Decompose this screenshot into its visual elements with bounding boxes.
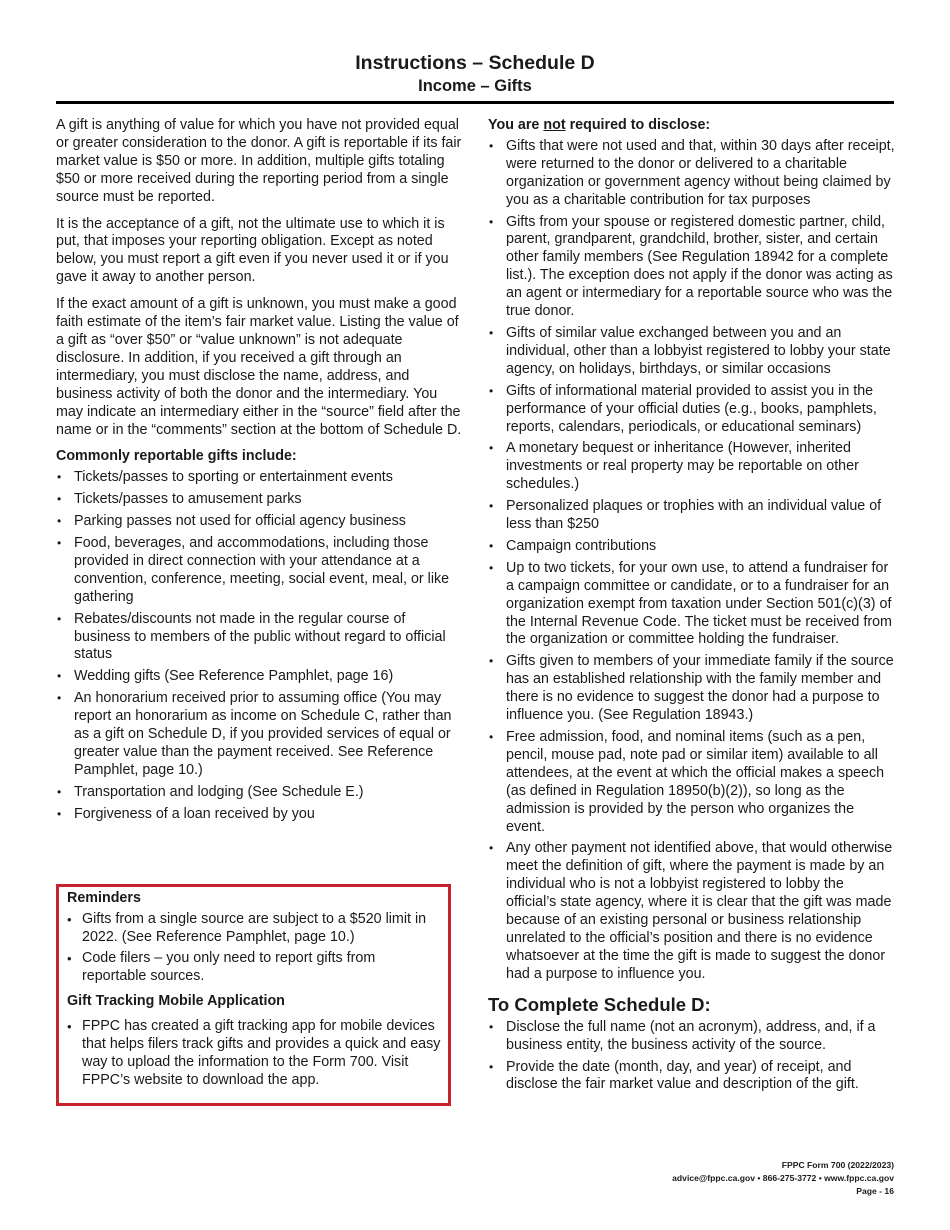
list-item: • Provide the date (month, day, and year) of receipt, and disclose the fair market value and description of the gift. — [488, 1059, 895, 1095]
list-item: • Disclose the full name (not an acronym), address, and, if a business entity, the business activity of the source. — [488, 1019, 895, 1055]
list-item: • Gifts of similar value exchanged between you and an individual, other than a lobbyist registered to lobby your state agency, on holidays, birthdays, or similar occasions — [488, 325, 895, 379]
page-title: Instructions – Schedule D — [355, 52, 595, 74]
list-item: • Tickets/passes to sporting or entertainment events — [56, 469, 463, 487]
right-column — [488, 117, 895, 1098]
page-number: Page - 16 — [856, 1186, 894, 1196]
list-item: • Forgiveness of a loan received by you — [56, 806, 463, 824]
list-item: • Tickets/passes to amusement parks — [56, 491, 463, 509]
not-required-emphasis: not — [543, 117, 566, 133]
page-subtitle: Income – Gifts — [418, 77, 532, 95]
left-column — [56, 117, 463, 828]
contact-info: advice@fppc.ca.gov • 866-275-3772 • www.fppc.ca.gov — [672, 1173, 894, 1183]
list-item: • An honorarium received prior to assuming office (You may report an honorarium as income on Schedule C, rather than as a gift on Schedule D, if you provided services of equal or greater value than the payment received. See Reference Pamphlet, page 10.) — [56, 690, 463, 780]
form-id: FPPC Form 700 (2022/2023) — [781, 1160, 894, 1170]
list-item: • Wedding gifts (See Reference Pamphlet, page 16) — [56, 668, 463, 686]
list-item: • Parking passes not used for official agency business — [56, 513, 463, 531]
complete-list — [488, 1019, 895, 1095]
list-item: • Personalized plaques or trophies with an individual value of less than $250 — [488, 498, 895, 534]
list-item: • Transportation and lodging (See Schedule E.) — [56, 784, 463, 802]
reminders-list — [67, 911, 442, 986]
reminders-box — [56, 884, 451, 1106]
list-item: • Food, beverages, and accommodations, including those provided in direct connection with your attendance at a convention, conference, meeting, social event, meal, or like gathering — [56, 535, 463, 607]
reportable-list — [56, 469, 463, 823]
list-item: • Gifts that were not used and that, within 30 days after receipt, were returned to the donor or delivered to a charitable organization or government agency without being claimed by you as a charitable contribution for tax purposes — [488, 138, 895, 210]
list-item: • Gifts from your spouse or registered domestic partner, child, parent, grandparent, grandchild, brother, sister, and certain other family members (See Regulation 18942 for a complete list.). The exception does not apply if the donor was acting as an agent or intermediary for a reportable source who was the true donor. — [488, 214, 895, 321]
not-required-heading — [488, 117, 895, 135]
list-item: • Campaign contributions — [488, 538, 895, 556]
not-required-list — [488, 138, 895, 984]
page-header — [56, 50, 894, 96]
list-item: • Up to two tickets, for your own use, to attend a fundraiser for a campaign committee or candidate, or to a fundraiser for an organization exempt from taxation under Section 501(c)(3) of the Internal Revenue Code. The ticket must be received from the organization or committee holding the fundraiser. — [488, 560, 895, 650]
list-item: • FPPC has created a gift tracking app for mobile devices that helps filers track gifts and provides a quick and easy way to upload the information to the Form 700. Visit FPPC’s website to download the app. — [67, 1018, 442, 1090]
not-required-suffix: required to disclose: — [565, 117, 711, 133]
list-item: • Free admission, food, and nominal items (such as a pen, pencil, mouse pad, note pad or similar item) available to all attendees, at the event at which the official makes a speech (as defined in Regulation 18950(b)(2)), so long as the admission is provided by the person who organizes the event. — [488, 729, 895, 836]
list-item: • Gifts given to members of your immediate family if the source has an established relationship with the family member and there is no evidence to suggest the donor had a purpose to influence you. (See Regulation 18943.) — [488, 653, 895, 725]
page-footer — [672, 1159, 894, 1198]
not-required-prefix: You are — [488, 117, 544, 133]
acceptance-paragraph: It is the acceptance of a gift, not the ultimate use to which it is put, that imposes your reporting obligation. Except as noted below, you must report a gift even if you never used it or if you gave it away to another person. — [56, 215, 449, 286]
complete-heading: To Complete Schedule D: — [488, 993, 711, 1015]
app-heading: Gift Tracking Mobile Application — [67, 992, 285, 1009]
list-item: • Any other payment not identified above, that would otherwise meet the definition of gift, where the payment is made by an individual who is not a lobbyist registered to lobby the official’s state agency, where it is clear that the gift was made because of an existing personal or business relationship unrelated to the official’s position and there is no evidence whatsoever at the time the gift is made to suggest the donor had a purpose to influence you. — [488, 840, 895, 983]
list-item: • Gifts of informational material provided to assist you in the performance of your official duties (e.g., books, pamphlets, reports, calendars, periodicals, or educational seminars) — [488, 383, 895, 437]
intro-paragraph: A gift is anything of value for which you have not provided equal or greater consideration to the donor. A gift is reportable if its fair market value is $50 or more. In addition, multiple gifts totaling $50 or more received during the reporting period from a single source must be reported. — [56, 117, 462, 205]
reportable-heading: Commonly reportable gifts include: — [56, 448, 297, 465]
reminders-heading: Reminders — [67, 890, 141, 906]
list-item: • A monetary bequest or inheritance (However, inherited investments or real property may be reportable on other schedules.) — [488, 440, 895, 494]
list-item: • Rebates/discounts not made in the regular course of business to members of the public without regard to official status — [56, 611, 463, 665]
header-rule — [56, 101, 894, 104]
app-list — [67, 1018, 442, 1090]
list-item: • Code filers – you only need to report gifts from reportable sources. — [67, 950, 442, 986]
estimate-paragraph: If the exact amount of a gift is unknown, you must make a good faith estimate of the item’s fair market value. Listing the value of a gift as “over $50” or “value unknown” is not adequate disclosure. In addition, if you received a gift through an intermediary, you must disclose the name, address, and business activity of both the donor and the intermediary. You may indicate an intermediary either in the “source” field after the name or in the “comments” section at the bottom of Schedule D. — [56, 296, 462, 438]
list-item: • Gifts from a single source are subject to a $520 limit in 2022. (See Reference Pamphlet, page 10.) — [67, 911, 442, 947]
